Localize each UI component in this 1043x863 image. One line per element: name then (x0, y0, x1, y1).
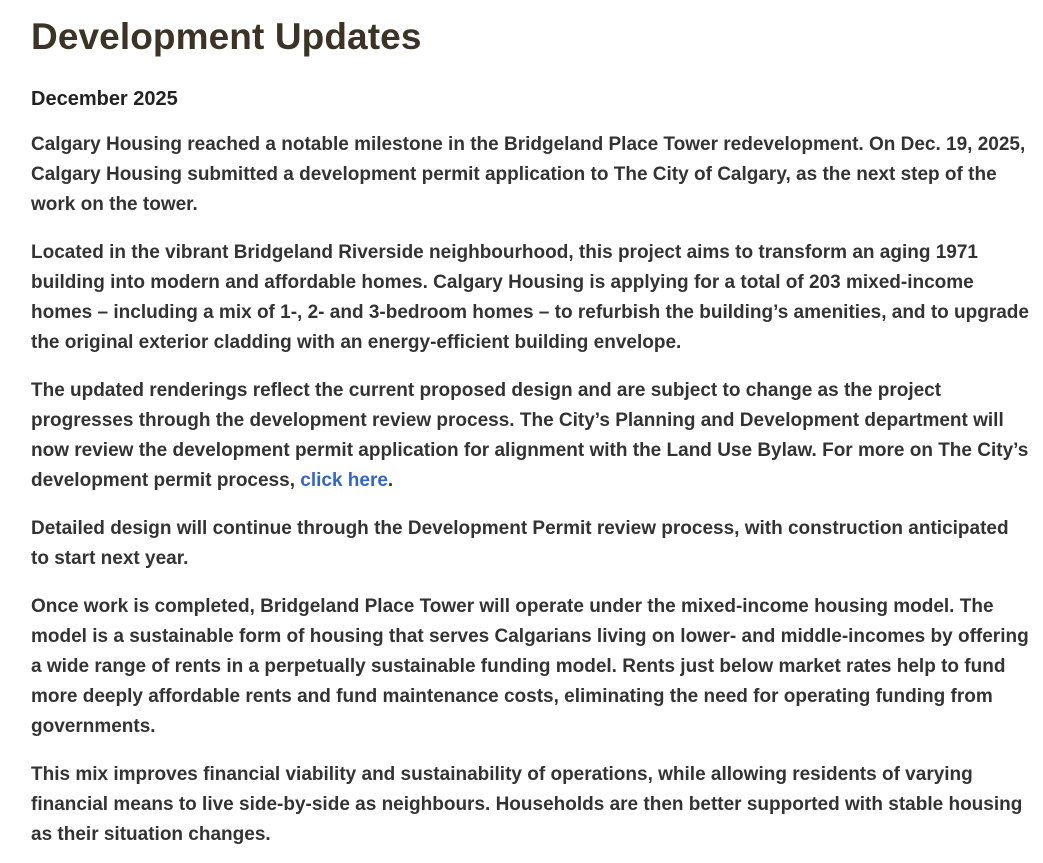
section-date-heading: December 2025 (31, 88, 178, 110)
paragraph-financial-viability: This mix improves financial viability and sustainability of operations, while allowing residents of varying financial means to live side-by-side as neighbours. Households are then better supported with stable housing as their situation changes. (31, 764, 1023, 845)
paragraph-detailed-design: Detailed design will continue through the Development Permit review process, with construction anticipated to start next year. (31, 518, 1009, 569)
article (31, 0, 1031, 850)
permit-process-text: The updated renderings reflect the current proposed design and are subject to change as the project progresses through the development review process. The City’s Planning and Development department will now review the development permit application for alignment with the Land Use Bylaw. For more on The City’s development permit process, (31, 380, 1029, 491)
paragraph-milestone: Calgary Housing reached a notable milestone in the Bridgeland Place Tower redevelopment. On Dec. 19, 2025, Calgary Housing submitted a development permit application to The City of Calgary, as the next step of the work on the tower. (31, 134, 1026, 215)
paragraph-mixed-income-model: Once work is completed, Bridgeland Place Tower will operate under the mixed-income housing model. The model is a sustainable form of housing that serves Calgarians living on lower- and middle-incomes by offering a wide range of rents in a perpetually sustainable funding model. Rents just below market rates help to fund more deeply affordable rents and fund maintenance costs, eliminating the need for operating funding from governments. (31, 596, 1029, 737)
permit-process-period: . (387, 470, 394, 491)
page-title: Development Updates (31, 16, 422, 57)
paragraph-permit-process (31, 376, 1031, 496)
paragraph-project-overview: Located in the vibrant Bridgeland Riverside neighbourhood, this project aims to transform an aging 1971 building into modern and affordable homes. Calgary Housing is applying for a total of 203 mixed-income homes – including a mix of 1-, 2- and 3-bedroom homes – to refurbish the building’s amenities, and to upgrade the original exterior cladding with an energy-efficient building envelope. (31, 242, 1029, 353)
click-here-link[interactable]: click here (300, 470, 388, 491)
